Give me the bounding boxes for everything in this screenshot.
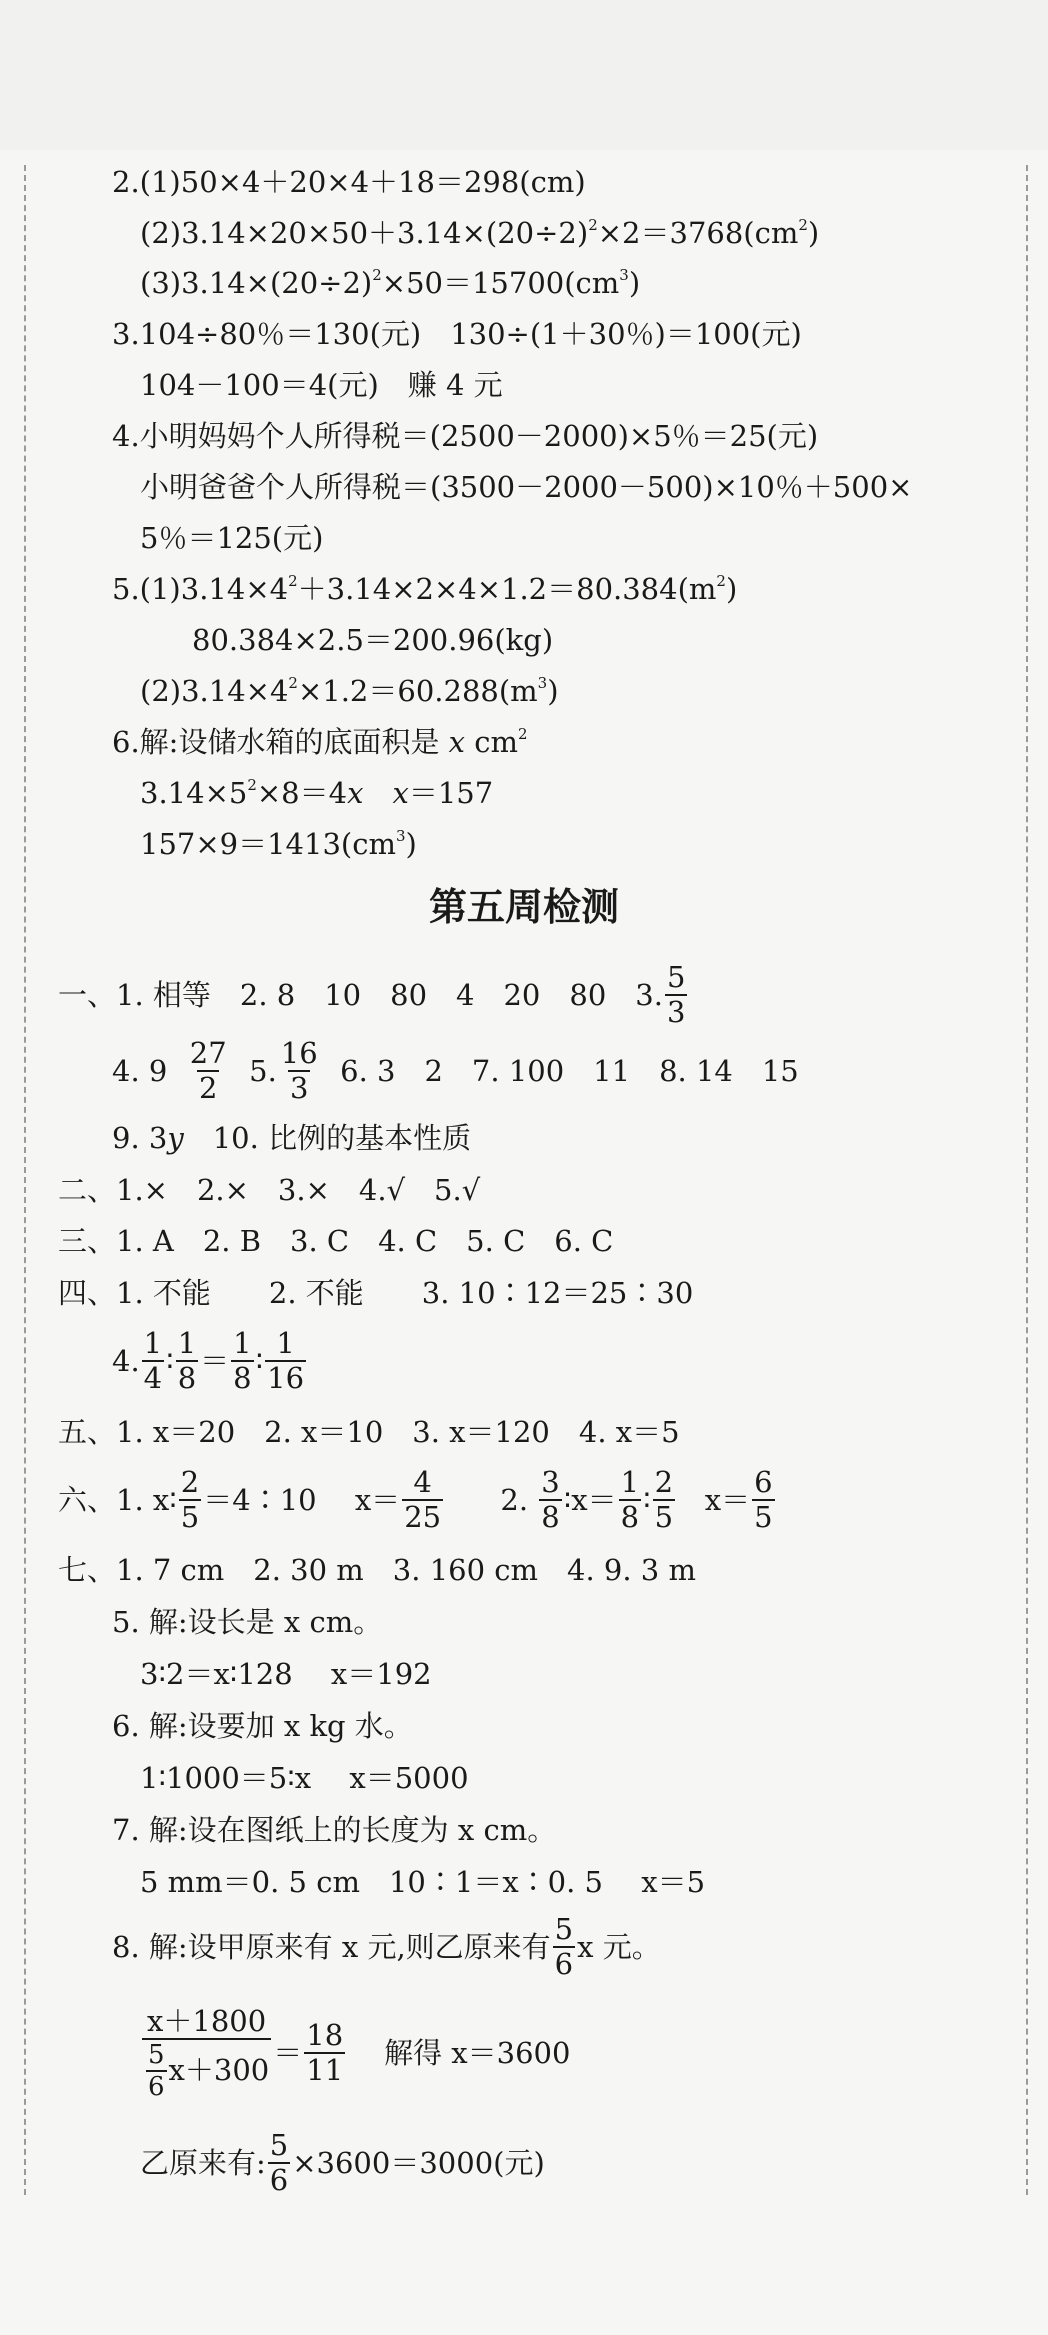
s4-line2: 4. $\frac{1}{4}$ ∶ $\frac{1}{8}$ ＝ $\frac{1}{8}$ ∶ $\frac{1}{16}$ <box>112 1326 305 1395</box>
left-cut-line <box>24 165 26 2195</box>
right-cut-line <box>1026 165 1028 2195</box>
s6-line: 六、1. x∶ $\frac{2}{5}$ ＝4∶10 x＝ $\frac{4}{25}$ 2. $\frac{3}{8}$ ∶x＝ $\frac{1}{8}$ ∶ $\frac{2}{5}$ x＝ $\frac{6}{5}$ <box>58 1465 773 1534</box>
section-title: 第五周检测 <box>428 885 619 929</box>
s1-line2: 4. 9 $\frac{27}{2}$ 5. $\frac{16}{3}$ 6. 3 2 7. 100 11 8. 14 15 <box>112 1036 799 1105</box>
fraction: $\frac{2}{5}$ <box>654 1465 674 1534</box>
s1-line3: 9. 3y 10. 比例的基本性质 <box>112 1121 472 1155</box>
fraction: $\frac{27}{2}$ <box>189 1036 227 1105</box>
s7-line1: 七、1. 7 cm 2. 30 m 3. 160 cm 4. 9. 3 m <box>58 1553 696 1587</box>
q2-line3: $(3)3.14\times(20\div 2)^2\times 50=15700(cm^3)$ <box>140 266 641 300</box>
fraction: $\frac{2}{5}$ <box>180 1465 200 1534</box>
q4-line2: 小明爸爸个人所得税＝(3500－2000－500)×10％＋500× <box>140 470 913 504</box>
fraction: $\frac{1}{8}$ <box>177 1326 197 1395</box>
s7-line7: 5 mm＝0. 5 cm 10∶1＝x∶0. 5 x＝5 <box>140 1865 706 1899</box>
fraction: $\frac{5}{6}$ <box>148 2039 165 2102</box>
top-band <box>0 0 1048 150</box>
s7-line5: 1∶1000＝5∶x x＝5000 <box>140 1761 469 1795</box>
fraction: $\frac{1}{4}$ <box>143 1326 163 1395</box>
q2-line1: 2.(1)50×4＋20×4＋18＝298(cm) <box>112 165 586 199</box>
fraction: $\frac{1}{16}$ <box>267 1326 305 1395</box>
s5-line: 五、1. x＝20 2. x＝10 3. x＝120 4. x＝5 <box>58 1415 680 1449</box>
q6-line3: $157\times 9=1413(cm^3)$ <box>140 827 417 861</box>
q3-line2: 104－100＝4(元) 赚 4 元 <box>140 368 503 402</box>
q4-line3: 5％＝125(元) <box>140 521 324 555</box>
fraction: $\frac{1}{8}$ <box>233 1326 252 1395</box>
s7-equation: x＋1800 $\frac{5}{6}$ x＋300 ＝ $\frac{18}{11}$ 解得 x＝3600 <box>140 1998 570 2108</box>
q3-line1: 3.104÷80％＝130(元) 130÷(1＋30％)＝100(元) <box>112 317 802 351</box>
fraction: $\frac{5}{6}$ <box>554 1912 574 1981</box>
s1-line1: 一、1. 相等 2. 8 10 80 4 20 80 3. $\frac{5}{3}$ <box>58 960 686 1029</box>
fraction: $\frac{3}{8}$ <box>541 1465 560 1534</box>
s7-line10: 乙原来有: $\frac{5}{6}$ ×3600＝3000(元) <box>140 2128 545 2197</box>
q5-line2: 80.384×2.5＝200.96(kg) <box>192 623 554 657</box>
q5-line3: $(2)3.14\times 4^2\times 1.2=60.288(m^3)$ <box>140 674 559 708</box>
s3-line: 三、1. A 2. B 3. C 4. C 5. C 6. C <box>58 1224 614 1258</box>
q6-line2: $3.14\times 5^2\times 8=4x$ x＝157 <box>140 776 494 810</box>
s7-line4: 6. 解:设要加 x kg 水。 <box>112 1709 413 1743</box>
fraction: $\frac{4}{25}$ <box>404 1465 442 1534</box>
q2-line2: $(2)3.14\times 20\times 50+3.14\times(20\div 2)^2\times 2=3768(cm^2)$ <box>140 216 820 250</box>
s4-line1: 四、1. 不能 2. 不能 3. 10∶12＝25∶30 <box>58 1276 694 1310</box>
s7-line8: 8. 解:设甲原来有 x 元,则乙原来有 $\frac{5}{6}$ x 元。 <box>112 1912 661 1981</box>
s2-line: 二、1.× 2.× 3.× 4.√ 5.√ <box>58 1173 481 1207</box>
s7-line2: 5. 解:设长是 x cm。 <box>112 1605 383 1639</box>
s7-line3: 3∶2＝x∶128 x＝192 <box>140 1657 432 1691</box>
fraction: $\frac{5}{3}$ <box>666 960 686 1029</box>
q5-line1: $5.(1)3.14\times 4^2+3.14\times 2\times 4\times 1.2=80.384(m^2)$ <box>112 572 738 606</box>
fraction: $\frac{5}{6}$ <box>269 2128 289 2197</box>
compound-fraction: x＋1800 $\frac{5}{6}$ x＋300 <box>142 2007 271 2100</box>
fraction: $\frac{16}{3}$ <box>280 1036 318 1105</box>
fraction: $\frac{18}{11}$ <box>306 2018 344 2087</box>
fraction: $\frac{6}{5}$ <box>754 1465 773 1534</box>
q4-line1: 4.小明妈妈个人所得税＝(2500－2000)×5％＝25(元) <box>112 419 819 453</box>
q6-line1: 6.解:设储水箱的底面积是 x $cm^2$ <box>112 725 528 759</box>
s7-line6: 7. 解:设在图纸上的长度为 x cm。 <box>112 1813 557 1847</box>
fraction: $\frac{1}{8}$ <box>620 1465 640 1534</box>
